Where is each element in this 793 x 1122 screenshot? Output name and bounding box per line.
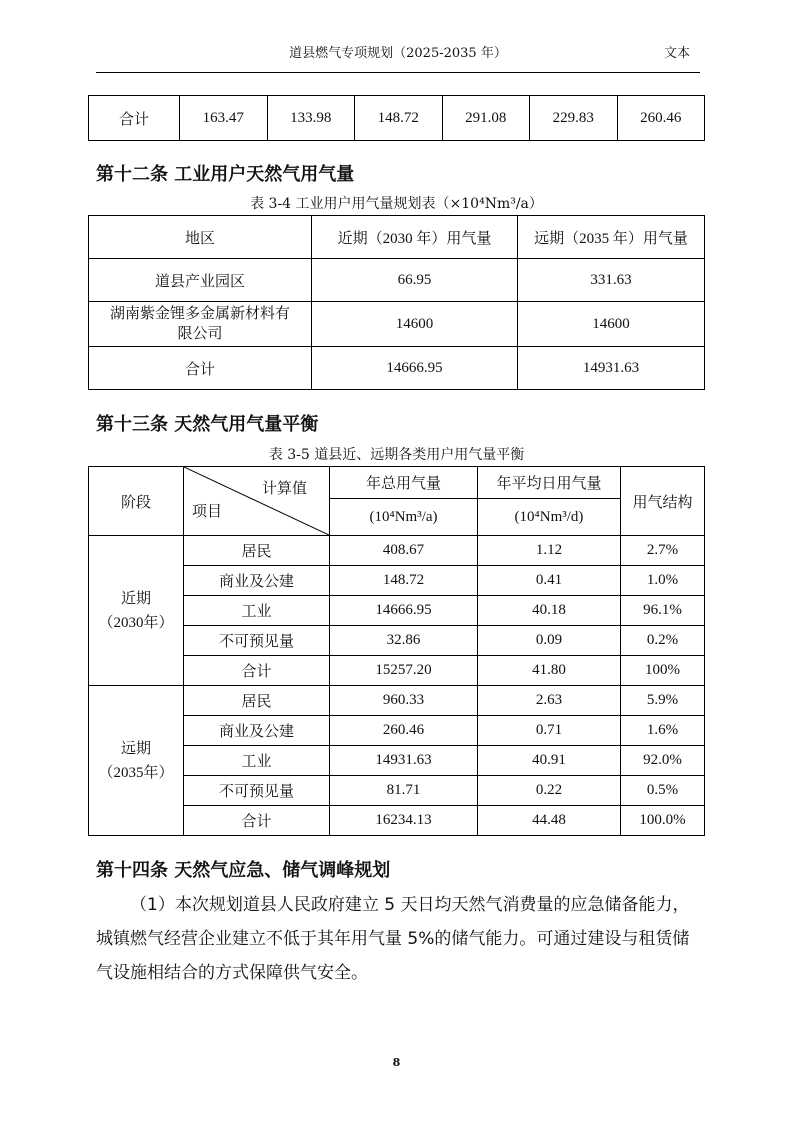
table-cell: 15257.20 [330,656,478,686]
table-cell: 14600 [312,302,518,347]
table-cell: 居民 [184,686,330,716]
table-cell: 商业及公建 [184,566,330,596]
table-cell: 5.9% [621,686,705,716]
column-header: 地区 [89,216,312,259]
table-cell: 260.46 [617,96,705,141]
table-cell: 260.46 [330,716,478,746]
table-cell: 92.0% [621,746,705,776]
table-row [89,96,705,141]
table-cell: 96.1% [621,596,705,626]
table-caption-3-4: 表 3-4 工业用户用气量规划表（×10⁴Nm³/a） [250,196,543,212]
table-cell: 148.72 [330,566,478,596]
table-cell: 148.72 [355,96,443,141]
table-cell: 湖南紫金锂多金属新材料有限公司 [89,302,312,347]
table-cell: 2.7% [621,536,705,566]
table-row [89,302,705,347]
table-cell: 居民 [184,536,330,566]
table-cell: 0.22 [478,776,621,806]
table-header-row [89,216,705,259]
table-cell: 100% [621,656,705,686]
industrial-gas-table [88,215,705,390]
section-heading-14: 第十四条 天然气应急、储气调峰规划 [96,860,391,881]
table-cell: 工业 [184,746,330,776]
table-cell: 41.80 [478,656,621,686]
table-cell: 道县产业园区 [89,259,312,302]
column-header-annual: 年总用气量 [330,467,478,499]
header-item-label: 项目 [192,504,223,520]
header-calc-label: 计算值 [261,481,307,497]
annual-unit: (10⁴Nm³/a) [330,499,478,536]
column-header: 远期（2035 年）用气量 [518,216,705,259]
table-cell: 229.83 [530,96,618,141]
diagonal-header-cell [184,467,330,536]
table-cell: 133.98 [267,96,355,141]
stage-far-label: 远期 [120,740,151,757]
page-header [96,42,700,62]
table-cell: 商业及公建 [184,716,330,746]
table-cell: 2.63 [478,686,621,716]
table-cell: 合计 [184,656,330,686]
column-header-stage: 阶段 [89,467,184,536]
table-cell: 14931.63 [518,347,705,390]
table-cell: 0.09 [478,626,621,656]
table-cell: 44.48 [478,806,621,836]
stage-near-year: （2030年） [98,614,174,631]
table-cell: 81.71 [330,776,478,806]
table-cell: 0.41 [478,566,621,596]
table-cell: 0.2% [621,626,705,656]
table-cell: 331.63 [518,259,705,302]
table-cell: 14931.63 [330,746,478,776]
column-header-daily: 年平均日用气量 [478,467,621,499]
table-cell: 66.95 [312,259,518,302]
continued-table [88,95,705,141]
table-row [89,536,705,566]
table-row [89,347,705,390]
table-cell: 合计 [184,806,330,836]
table-cell: 14600 [518,302,705,347]
table-cell: 0.5% [621,776,705,806]
table-cell: 14666.95 [330,596,478,626]
table-cell: 291.08 [442,96,530,141]
section-heading-12: 第十二条 工业用户天然气用气量 [96,164,355,185]
table-cell: 不可预见量 [184,776,330,806]
body-paragraph: （1）本次规划道县人民政府建立 5 天日均天然气消费量的应急储备能力，城镇燃气经营企业建立不低于其年用气量 5%的储气能力。可通过建设与租赁储气设施相结合的方式保障供气安全。 [96,895,690,983]
section-heading-13: 第十三条 天然气用气量平衡 [96,414,319,435]
table-cell: 工业 [184,596,330,626]
document-title: 道县燃气专项规划（2025-2035 年） [289,46,507,61]
table-cell: 0.71 [478,716,621,746]
table-cell: 16234.13 [330,806,478,836]
table-caption-3-5: 表 3-5 道县近、远期各类用户用气量平衡 [268,447,525,463]
table-cell: 960.33 [330,686,478,716]
stage-near-label: 近期 [120,590,151,607]
header-tag: 文本 [663,46,690,61]
stage-far-year: （2035年） [98,764,174,781]
table-cell: 40.18 [478,596,621,626]
gas-balance-table [88,466,705,836]
page-number: 8 [392,1056,401,1069]
table-cell: 1.0% [621,566,705,596]
header-rule [96,72,700,73]
column-header: 近期（2030 年）用气量 [312,216,518,259]
table-cell: 32.86 [330,626,478,656]
table-header-row [89,467,705,499]
table-cell: 1.6% [621,716,705,746]
table-cell: 163.47 [180,96,268,141]
table-cell: 1.12 [478,536,621,566]
stage-near [89,536,184,686]
stage-far [89,686,184,836]
table-cell: 40.91 [478,746,621,776]
table-cell: 14666.95 [312,347,518,390]
table-cell: 不可预见量 [184,626,330,656]
daily-unit: (10⁴Nm³/d) [478,499,621,536]
table-cell: 100.0% [621,806,705,836]
table-row [89,259,705,302]
table-cell: 合计 [89,96,180,141]
table-row [89,686,705,716]
column-header-structure: 用气结构 [621,467,705,536]
table-cell: 408.67 [330,536,478,566]
table-cell: 合计 [89,347,312,390]
